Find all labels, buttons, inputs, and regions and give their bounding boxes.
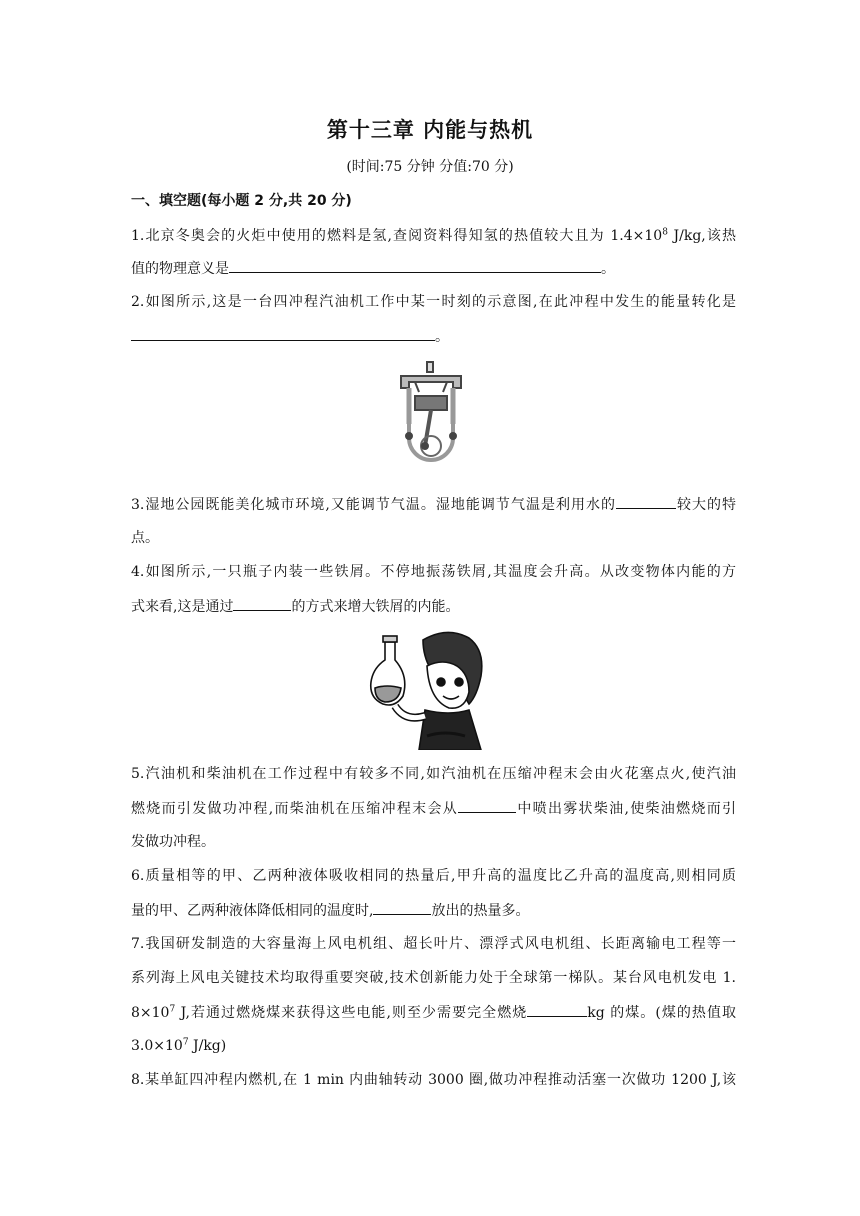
question-1-line-2: 值的物理意义是 。: [131, 258, 736, 279]
exam-info: (时间:75 分钟 分值:70 分): [346, 159, 514, 175]
intake-valve: [415, 382, 419, 392]
question-3-line-2: 点。: [131, 530, 159, 546]
question-4-line-1: 4.如图所示,一只瓶子内装一些铁屑。不停地振荡铁屑,其温度会升高。从改变物体内能的方: [131, 564, 736, 580]
answer-blank[interactable]: [616, 494, 676, 509]
engine-diagram: [395, 360, 467, 472]
question-3-line-1: 3.湿地公园既能美化城市环境,又能调节气温。湿地能调节气温是利用水的 较大的特: [131, 494, 736, 515]
question-7-line-1: 7.我国研发制造的大容量海上风电机组、超长叶片、漂浮式风电机组、长距离输电工程等一: [131, 936, 736, 952]
connecting-rod: [425, 410, 431, 446]
answer-blank[interactable]: [233, 596, 291, 611]
eye-right: [455, 678, 463, 686]
question-4-line-2: 式来看,这是通过 的方式来增大铁屑的内能。: [131, 596, 736, 617]
section-heading: 一、填空题(每小题 2 分,共 20 分): [131, 193, 352, 209]
answer-blank[interactable]: [131, 326, 435, 341]
bottle-cap: [383, 636, 397, 642]
body: [419, 710, 481, 750]
answer-blank[interactable]: [229, 258, 601, 273]
question-7-line-2: 系列海上风电关键技术均取得重要突破,技术创新能力处于全球第一梯队。某台风电机发电 1.: [131, 970, 736, 986]
piston: [415, 396, 447, 410]
question-8-line-1: 8.某单缸四冲程内燃机,在 1 min 内曲轴转动 3000 圈,做功冲程推动活塞一次做功 1200 J,该: [131, 1072, 736, 1088]
question-6-line-2: 量的甲、乙两种液体降低相同的温度时, 放出的热量多。: [131, 900, 736, 921]
question-7-line-4: $3.0\times 10^7$ J/kg): [131, 1037, 227, 1054]
girl-shaking-bottle-illustration: [365, 626, 495, 750]
cylinder-head: [401, 376, 461, 388]
question-2-line-1: 2.如图所示,这是一台四冲程汽油机工作中某一时刻的示意图,在此冲程中发生的能量转化是: [131, 294, 736, 310]
spark-plug: [427, 362, 433, 372]
answer-blank[interactable]: [458, 798, 516, 813]
crankcase: [409, 424, 453, 460]
exhaust-valve: [443, 382, 447, 392]
chapter-title: 第十三章 内能与热机: [326, 118, 534, 142]
answer-blank[interactable]: [373, 900, 431, 915]
question-2-line-2: 。: [131, 326, 736, 347]
question-6-line-1: 6.质量相等的甲、乙两种液体吸收相同的热量后,甲升高的温度比乙升高的温度高,则相同质: [131, 868, 736, 884]
question-7-line-3: $8\times 10^7$ J,若通过燃烧煤来获得这些电能,则至少需要完全燃烧 kg 的煤。(煤的热值取: [131, 1002, 736, 1023]
question-5-line-3: 发做功冲程。: [131, 834, 215, 850]
question-5-line-1: 5.汽油机和柴油机在工作过程中有较多不同,如汽油机在压缩冲程末会由火花塞点火,使汽油: [131, 766, 736, 782]
question-5-line-2: 燃烧而引发做功冲程,而柴油机在压缩冲程末会从 中喷出雾状柴油,使柴油燃烧而引: [131, 798, 736, 819]
question-1-line-1: 1.北京冬奥会的火炬中使用的燃料是氢,查阅资料得知氢的热值较大且为 $1.4\times 10^8$ J/kg,该热: [131, 227, 736, 244]
answer-blank[interactable]: [527, 1002, 587, 1017]
eye-left: [437, 678, 445, 686]
